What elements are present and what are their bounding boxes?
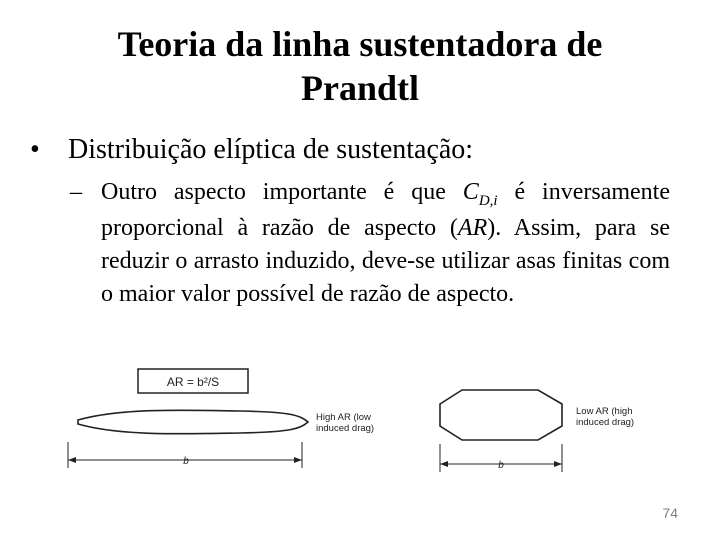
cdi-symbol: C <box>462 179 479 205</box>
high-ar-wing <box>78 410 308 434</box>
sub-bullet-pre: Outro aspecto importante é que <box>101 179 463 205</box>
low-ar-label-line-1: Low AR (high <box>576 406 633 417</box>
sub-bullet-post: é inversamente proporcional à razão de aspecto ( <box>101 179 670 241</box>
page-number: 74 <box>662 505 678 521</box>
high-ar-span-label: b <box>183 456 189 467</box>
high-ar-label-line-2: induced drag) <box>316 423 375 434</box>
sub-bullet-marker: – <box>70 179 82 205</box>
low-ar-span-label: b <box>498 460 504 471</box>
wing-diagram <box>0 360 720 480</box>
wing-aspect-ratio-figure <box>0 360 720 480</box>
sub-bullet-rest: ). Assim, para se reduzir o arrasto induzido, deve-se utilizar asas finitas com o maior valor possível de razão de aspecto. <box>101 215 670 307</box>
title-line-2: Prandtl <box>300 68 419 108</box>
sub-bullet-text <box>101 176 670 311</box>
low-ar-arrow-left <box>440 461 448 467</box>
ar-symbol: AR <box>457 215 488 241</box>
cdi-subscript: D,i <box>478 193 498 209</box>
high-ar-arrow-left <box>68 457 76 463</box>
formula-text: AR = b²/S <box>166 375 220 389</box>
low-ar-arrow-right <box>554 461 562 467</box>
high-ar-label-line-1: High AR (low <box>316 412 371 423</box>
low-ar-wing <box>440 390 562 440</box>
high-ar-arrow-right <box>294 457 302 463</box>
bullet-text: Distribuição elíptica de sustentação: <box>68 134 474 165</box>
slide-title <box>60 22 660 110</box>
title-line-1: Teoria da linha sustentadora de <box>117 24 603 64</box>
bullet-level-1 <box>30 132 690 168</box>
bullet-level-2 <box>70 176 670 311</box>
low-ar-label-line-2: induced drag) <box>576 417 635 428</box>
bullet-marker: • <box>30 134 40 165</box>
